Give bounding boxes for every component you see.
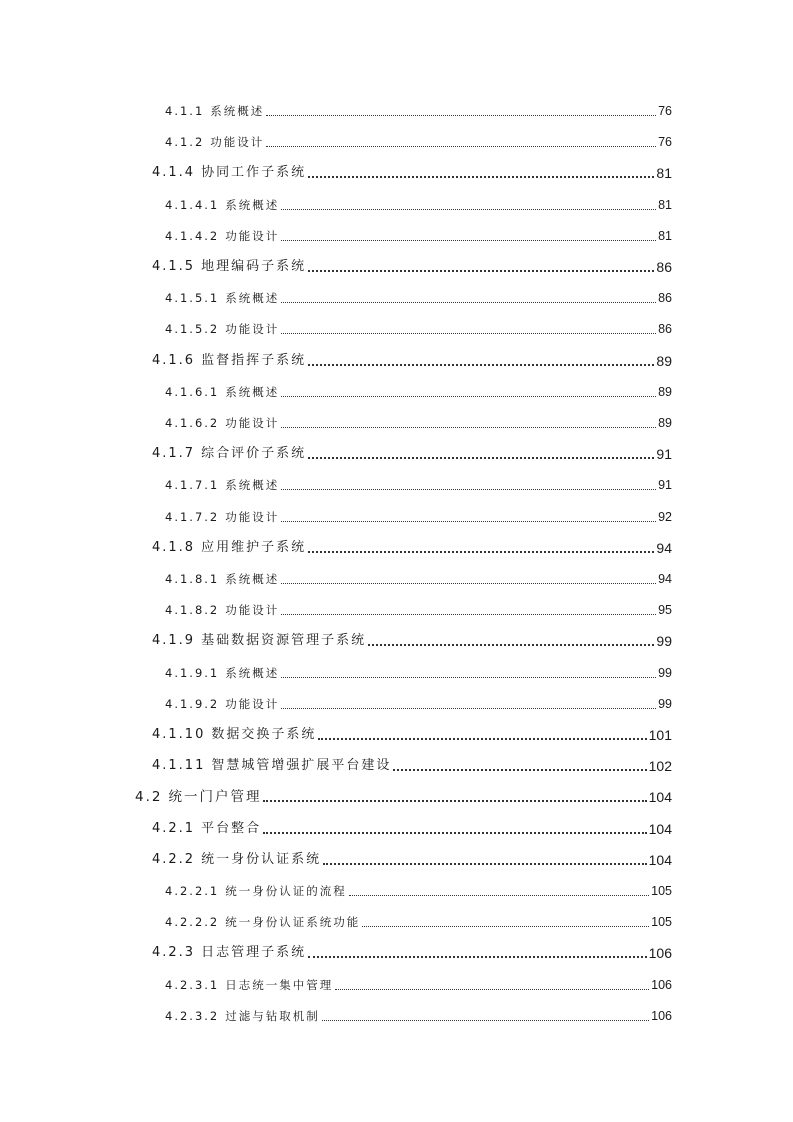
toc-entry[interactable] (165, 101, 672, 121)
toc-entry-number: 4.1.5 (152, 259, 196, 274)
toc-entry-number: 4.1.9 (152, 633, 196, 649)
toc-entry[interactable] (165, 569, 672, 589)
toc-entry-title: 监督指挥子系统 (201, 352, 307, 368)
toc-entry-title: 功能设计 (225, 416, 280, 430)
toc-entry-number: 4.1.8 (152, 539, 196, 555)
toc-entry-number: 4.1.8.1 (165, 572, 220, 586)
toc-entry-number: 4.1.7.1 (165, 478, 220, 493)
toc-entry-number: 4.1.9.1 (165, 665, 220, 680)
toc-entry-page-number: 81 (658, 197, 672, 212)
toc-entry[interactable] (165, 975, 672, 995)
dot-leader (308, 457, 654, 459)
toc-entry-page-number: 81 (658, 228, 672, 243)
toc-entry-title: 功能设计 (210, 135, 265, 150)
dot-leader (281, 489, 656, 490)
toc-entry[interactable] (165, 912, 672, 932)
toc-entry-number: 4.1.6.1 (165, 384, 220, 399)
toc-entry-number: 4.1.7.2 (165, 509, 220, 524)
toc-entry-page-number: 95 (658, 603, 672, 618)
toc-entry-number: 4.1.5.1 (165, 291, 220, 306)
dot-leader (281, 708, 656, 709)
toc-entry[interactable] (152, 163, 672, 183)
toc-entry-title: 功能设计 (225, 228, 280, 243)
toc-entry-title: 应用维护子系统 (201, 539, 307, 555)
dot-leader (281, 396, 656, 397)
toc-entry-title: 统一身份认证系统 (201, 851, 322, 867)
toc-entry-page-number: 105 (651, 915, 672, 930)
toc-entry[interactable] (152, 351, 672, 371)
toc-entry-title: 统一身份认证系统功能 (225, 915, 361, 930)
toc-entry-page-number: 91 (658, 478, 672, 493)
toc-entry-title: 功能设计 (225, 696, 280, 711)
dot-leader (266, 115, 656, 116)
toc-entry-number: 4.1.6 (152, 352, 196, 368)
dot-leader (308, 956, 647, 958)
toc-entry[interactable] (165, 288, 672, 308)
toc-entry[interactable] (165, 694, 672, 714)
toc-entry[interactable] (152, 444, 672, 464)
toc-entry-number: 4.2.2.1 (165, 884, 220, 898)
toc-entry[interactable] (165, 1006, 672, 1026)
dot-leader (308, 551, 654, 553)
dot-leader (322, 1020, 649, 1021)
toc-entry[interactable] (165, 413, 672, 433)
toc-entry-title: 系统概述 (225, 572, 280, 586)
dot-leader (323, 863, 647, 865)
toc-entry[interactable] (165, 226, 672, 246)
toc-entry[interactable] (152, 631, 672, 651)
toc-entry-page-number: 106 (648, 945, 672, 962)
toc-entry[interactable] (152, 257, 672, 277)
dot-leader (281, 614, 656, 615)
dot-leader (281, 209, 656, 210)
toc-entry-title: 日志统一集中管理 (225, 977, 334, 992)
toc-entry-page-number: 101 (648, 727, 672, 743)
dot-leader (362, 926, 649, 927)
toc-entry-title: 日志管理子系统 (201, 945, 307, 961)
toc-entry-number: 4.2 (135, 789, 163, 806)
dot-leader (263, 832, 647, 834)
toc-entry[interactable] (165, 600, 672, 620)
toc-entry-number: 4.1.4 (152, 165, 196, 181)
toc-entry-page-number: 89 (656, 352, 672, 369)
toc-entry-page-number: 89 (658, 416, 672, 430)
toc-entry-title: 系统概述 (210, 104, 265, 118)
toc-entry-number: 4.2.1 (152, 820, 196, 836)
toc-entry-title: 智慧城管增强扩展平台建设 (211, 758, 392, 774)
toc-entry-page-number: 104 (648, 820, 672, 837)
toc-entry-page-number: 86 (656, 259, 672, 275)
toc-entry-page-number: 104 (648, 789, 672, 806)
toc-entry-page-number: 99 (658, 665, 672, 680)
toc-entry[interactable] (152, 819, 672, 839)
dot-leader (308, 270, 654, 272)
dot-leader (281, 427, 656, 428)
toc-entry-page-number: 91 (656, 446, 672, 463)
toc-entry-title: 系统概述 (225, 197, 280, 212)
dot-leader (349, 895, 649, 896)
toc-entry-page-number: 102 (648, 758, 672, 775)
dot-leader (281, 302, 656, 303)
toc-entry-number: 4.1.1 (165, 104, 205, 118)
toc-entry-page-number: 106 (651, 1008, 672, 1023)
toc-entry-title: 功能设计 (225, 322, 280, 337)
dot-leader (281, 677, 656, 678)
toc-entry-page-number: 92 (658, 509, 672, 524)
toc-entry-number: 4.1.11 (152, 758, 206, 774)
toc-entry-page-number: 81 (656, 165, 672, 182)
dot-leader (281, 521, 656, 522)
toc-entry-number: 4.1.5.2 (165, 322, 220, 337)
toc-entry-title: 统一身份认证的流程 (225, 884, 347, 898)
toc-entry-number: 4.2.2.2 (165, 915, 220, 930)
toc-entry[interactable] (152, 850, 672, 870)
toc-entry-title: 平台整合 (201, 820, 262, 836)
dot-leader (318, 738, 646, 740)
toc-entry-number: 4.2.3 (152, 945, 196, 961)
toc-entry[interactable] (152, 943, 672, 963)
dot-leader (308, 364, 654, 366)
dot-leader (281, 583, 656, 584)
toc-entry[interactable] (165, 319, 672, 339)
toc-entry-title: 功能设计 (225, 509, 280, 524)
toc-entry-title: 基础数据资源管理子系统 (201, 633, 367, 649)
toc-entry-title: 系统概述 (225, 478, 280, 493)
toc-entry-title: 功能设计 (225, 603, 280, 618)
toc-entry-number: 4.2.3.2 (165, 1008, 220, 1023)
toc-entry-title: 统一门户管理 (168, 789, 262, 806)
toc-entry-page-number: 99 (656, 633, 672, 650)
dot-leader (308, 176, 654, 178)
toc-entry-number: 4.2.3.1 (165, 977, 220, 992)
toc-entry[interactable] (165, 132, 672, 152)
toc-entry-page-number: 105 (651, 884, 672, 898)
toc-entry-page-number: 86 (658, 322, 672, 337)
toc-entry-title: 系统概述 (225, 665, 280, 680)
toc-entry[interactable] (165, 663, 672, 683)
toc-entry-number: 4.1.8.2 (165, 603, 220, 618)
toc-entry-number: 4.1.10 (152, 727, 206, 742)
toc-entry-title: 系统概述 (225, 291, 280, 306)
toc-entry-title: 数据交换子系统 (211, 727, 317, 742)
dot-leader (281, 240, 656, 241)
toc-entry-number: 4.2.2 (152, 851, 196, 867)
toc-entry-number: 4.1.9.2 (165, 696, 220, 711)
toc-entry-title: 过滤与钻取机制 (225, 1008, 320, 1023)
toc-entry-number: 4.1.4.1 (165, 197, 220, 212)
toc-entry[interactable] (165, 382, 672, 402)
toc-entry-number: 4.1.4.2 (165, 228, 220, 243)
toc-entry[interactable] (152, 756, 672, 776)
toc-entry[interactable] (165, 881, 672, 901)
toc-entry-number: 4.1.7 (152, 446, 196, 462)
dot-leader (263, 800, 646, 802)
toc-entry[interactable] (165, 195, 672, 215)
toc-entry[interactable] (152, 538, 672, 558)
toc-entry[interactable] (165, 475, 672, 495)
dot-leader (266, 146, 656, 147)
toc-entry-title: 地理编码子系统 (201, 259, 307, 274)
toc-entry-page-number: 94 (656, 539, 672, 556)
dot-leader (393, 769, 646, 771)
toc-entry-page-number: 89 (658, 384, 672, 399)
toc-entry[interactable] (152, 725, 672, 745)
dot-leader (368, 644, 654, 646)
toc-entry-title: 协同工作子系统 (201, 165, 307, 181)
toc-entry-page-number: 76 (658, 135, 672, 150)
toc-entry-page-number: 104 (648, 851, 672, 868)
toc-entry-page-number: 76 (658, 104, 672, 118)
toc-entry[interactable] (135, 787, 672, 807)
toc-entry[interactable] (165, 507, 672, 527)
toc-entry-title: 综合评价子系统 (201, 446, 307, 462)
toc-entry-page-number: 99 (658, 696, 672, 711)
toc-entry-page-number: 86 (658, 291, 672, 306)
dot-leader (281, 333, 656, 334)
toc-entry-number: 4.1.2 (165, 135, 205, 150)
toc-entry-page-number: 106 (651, 977, 672, 992)
toc-entry-number: 4.1.6.2 (165, 416, 220, 430)
toc-entry-title: 系统概述 (225, 384, 280, 399)
toc-entry-page-number: 94 (658, 572, 672, 586)
dot-leader (335, 989, 649, 990)
